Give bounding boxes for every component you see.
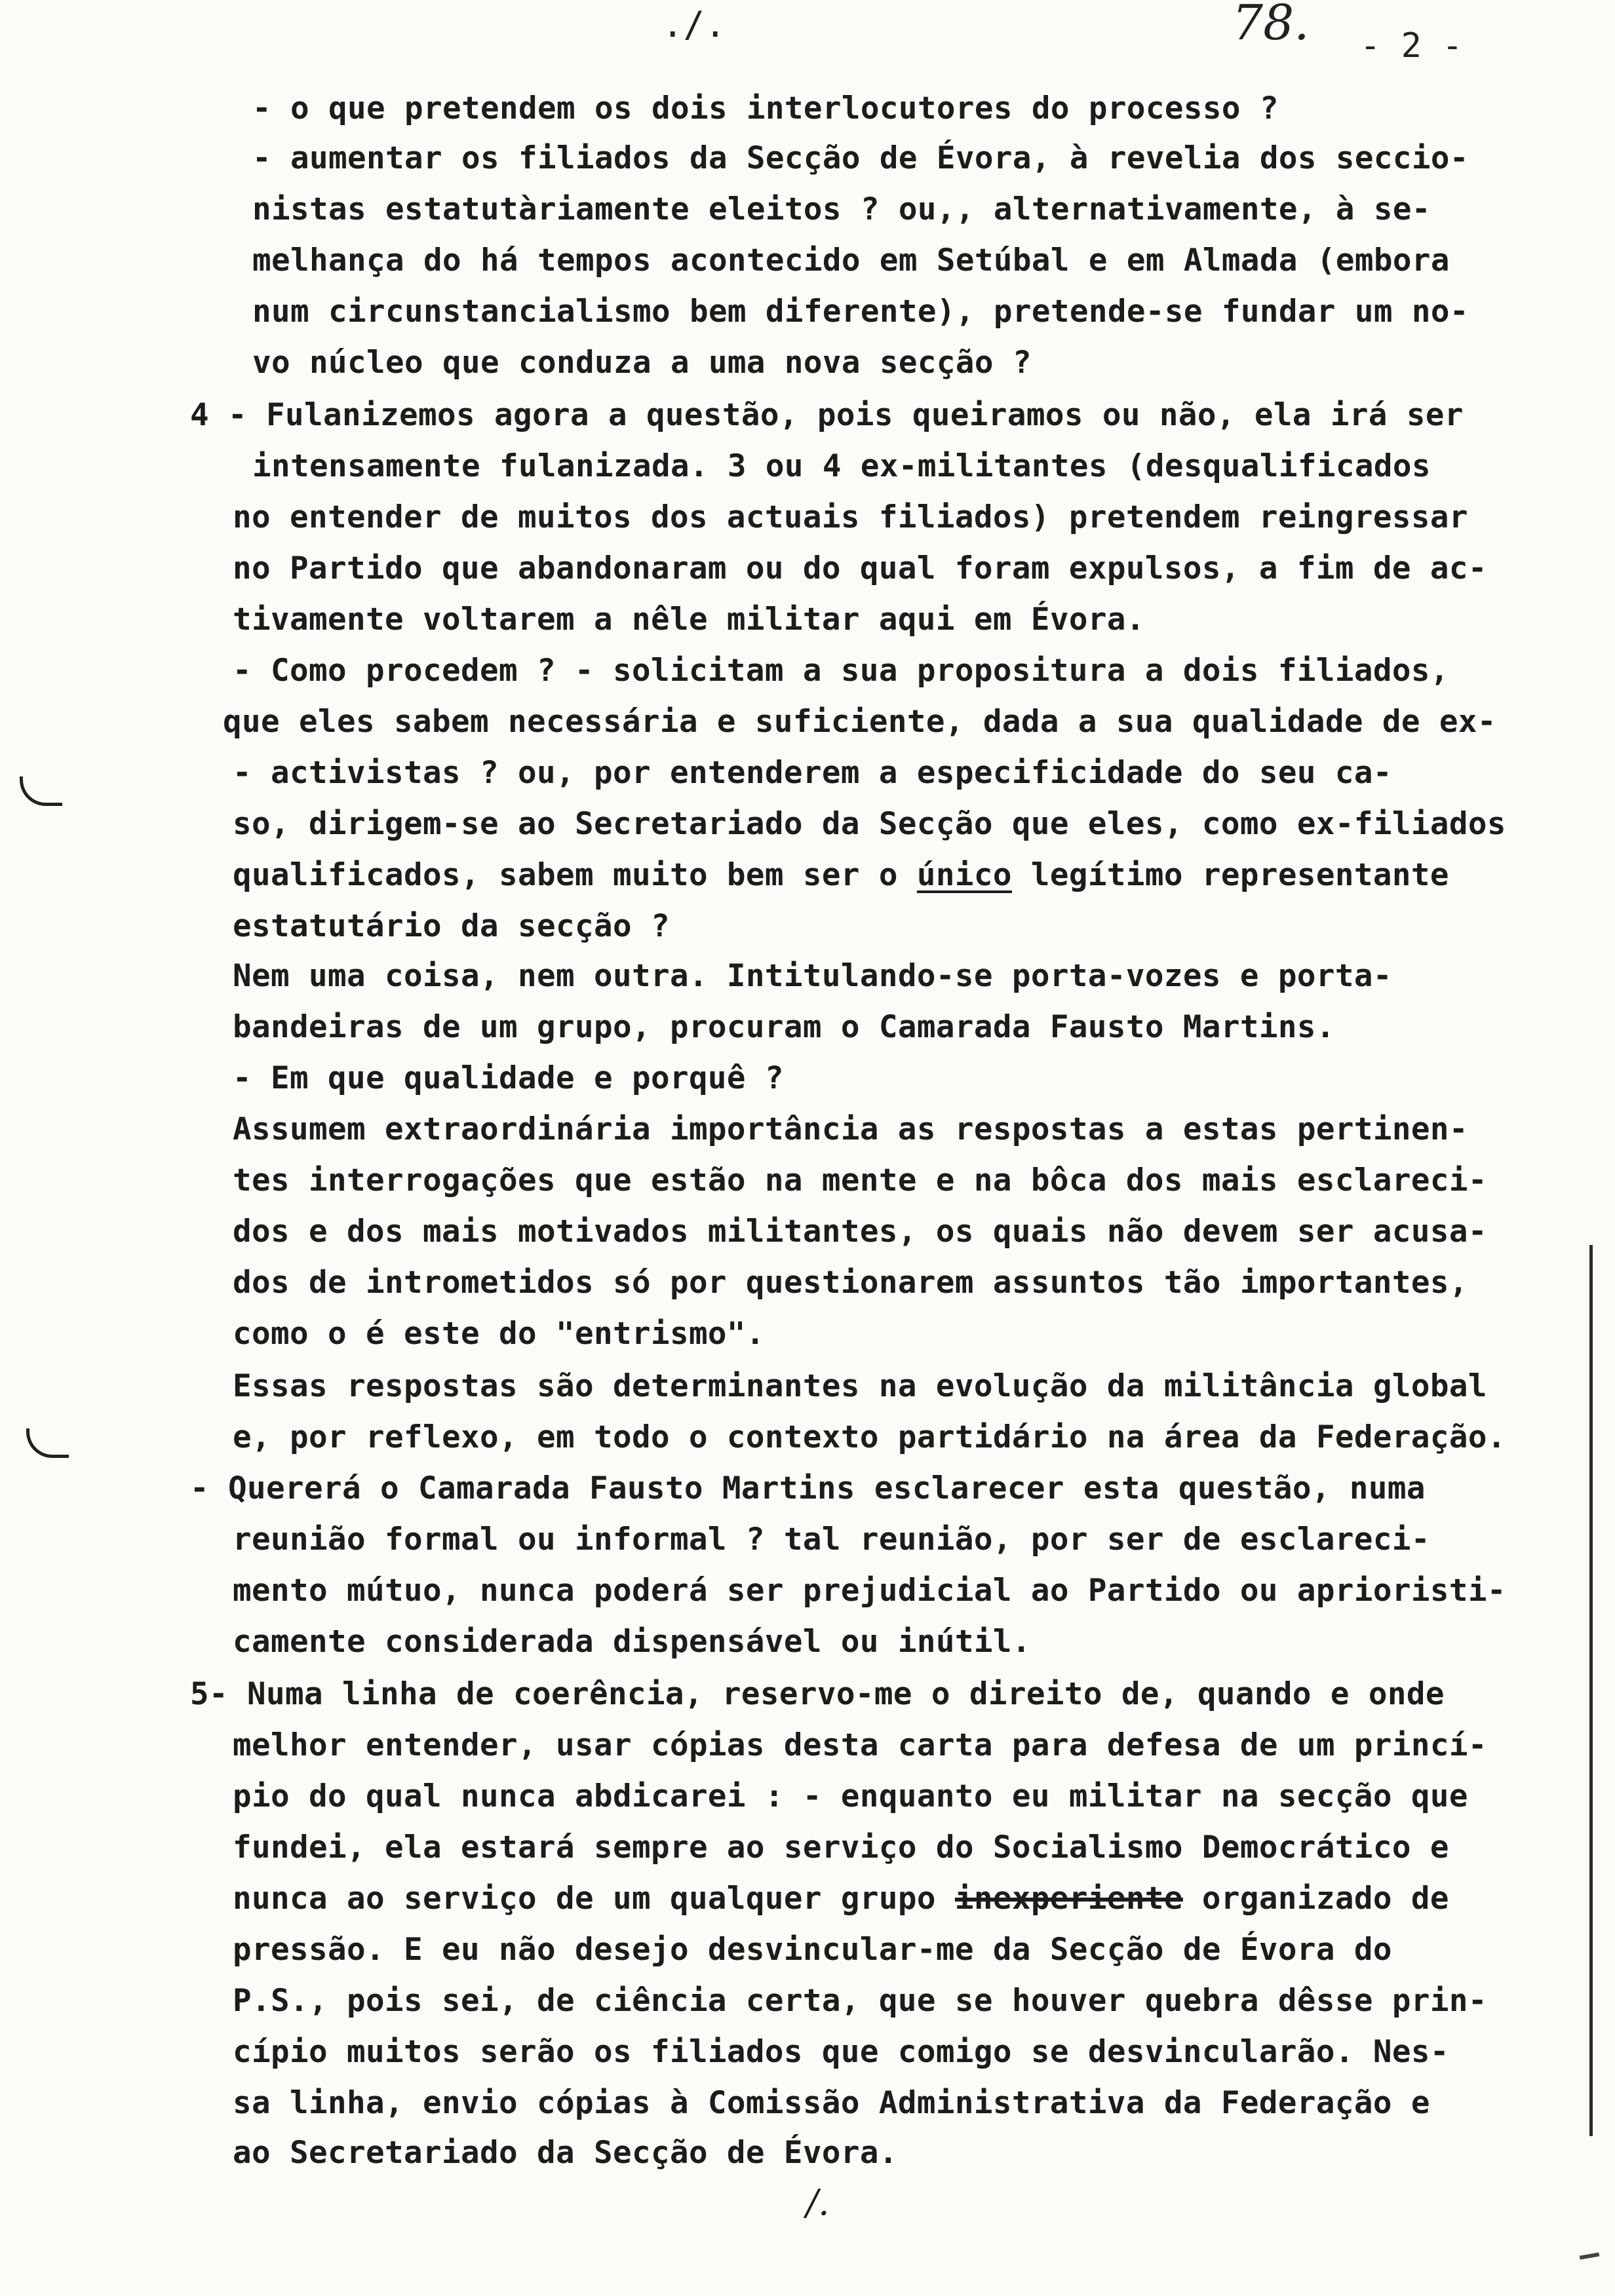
text-line: sa linha, envio cópias à Comissão Administrativa da Federação e bbox=[233, 2085, 1430, 2121]
text-line: camente considerada dispensável ou inútil. bbox=[233, 1624, 1031, 1660]
text-line: no Partido que abandonaram ou do qual foram expulsos, a fim de ac- bbox=[233, 550, 1487, 586]
text-line: no entender de muitos dos actuais filiados) pretendem reingressar bbox=[233, 499, 1468, 535]
text-span: nunca ao serviço de um qualquer grupo bbox=[233, 1881, 936, 1917]
continuation-mark-footer: /. bbox=[806, 2182, 830, 2223]
continuation-mark: ./. bbox=[662, 4, 726, 45]
text-line bbox=[233, 1881, 1449, 1917]
text-line: reunião formal ou informal ? tal reunião, por ser de esclareci- bbox=[233, 1521, 1430, 1558]
text-line: melhança do há tempos acontecido em Setúbal e em Almada (embora bbox=[252, 242, 1450, 278]
text-line: - activistas ? ou, por entenderem a especificidade do seu ca- bbox=[233, 755, 1392, 791]
text-line bbox=[233, 857, 1449, 894]
text-line: pressão. E eu não desejo desvincular-me da Secção de Évora do bbox=[233, 1932, 1392, 1968]
margin-mark-1 bbox=[20, 776, 62, 806]
text-line: Essas respostas são determinantes na evolução da militância global bbox=[233, 1368, 1487, 1404]
handwritten-annotation: 78. bbox=[1232, 0, 1310, 51]
text-line: Assumem extraordinária importância as respostas a estas pertinen- bbox=[233, 1111, 1468, 1147]
text-line: 4 - Fulanizemos agora a questão, pois queiramos ou não, ela irá ser bbox=[190, 397, 1464, 433]
text-line: - o que pretendem os dois interlocutores do processo ? bbox=[252, 90, 1279, 126]
text-line: fundei, ela estará sempre ao serviço do Socialismo Democrático e bbox=[233, 1829, 1449, 1866]
text-line: tivamente voltarem a nêle militar aqui em Évora. bbox=[233, 602, 1145, 638]
margin-mark-2 bbox=[26, 1428, 69, 1458]
text-line: 5- Numa linha de coerência, reservo-me o direito de, quando e onde bbox=[190, 1676, 1445, 1712]
text-line: ao Secretariado da Secção de Évora. bbox=[233, 2135, 898, 2171]
text-line: que eles sabem necessária e suficiente, dada a sua qualidade de ex- bbox=[223, 704, 1496, 740]
text-span: qualificados, sabem muito bem ser o bbox=[233, 857, 898, 893]
text-span: legítimo representante bbox=[1030, 857, 1449, 893]
underlined-word: único bbox=[916, 857, 1012, 893]
text-line: dos de intrometidos só por questionarem assuntos tão importantes, bbox=[233, 1265, 1468, 1301]
text-line: e, por reflexo, em todo o contexto partidário na área da Federação. bbox=[233, 1419, 1506, 1455]
text-line: so, dirigem-se ao Secretariado da Secção que eles, como ex-filiados bbox=[233, 806, 1506, 842]
text-line: dos e dos mais motivados militantes, os quais não devem ser acusa- bbox=[233, 1214, 1487, 1250]
text-line: nistas estatutàriamente eleitos ? ou,, alternativamente, à se- bbox=[252, 191, 1431, 227]
text-line: tes interrogações que estão na mente e na bôca dos mais esclareci- bbox=[233, 1162, 1487, 1198]
corner-mark bbox=[1580, 2252, 1600, 2259]
text-line: melhor entender, usar cópias desta carta para defesa de um princí- bbox=[233, 1727, 1487, 1763]
text-line: - Quererá o Camarada Fausto Martins esclarecer esta questão, numa bbox=[190, 1470, 1426, 1506]
text-line: num circunstancialismo bem diferente), pretende-se fundar um no- bbox=[252, 294, 1469, 330]
text-line: P.S., pois sei, de ciência certa, que se houver quebra dêsse prin- bbox=[233, 1983, 1487, 2019]
text-line: pio do qual nunca abdicarei : - enquanto eu militar na secção que bbox=[233, 1778, 1468, 1814]
text-line: como o é este do "entrismo". bbox=[233, 1316, 765, 1352]
text-line: - Em que qualidade e porquê ? bbox=[233, 1060, 784, 1096]
text-line: intensamente fulanizada. 3 ou 4 ex-militantes (desqualificados bbox=[252, 448, 1431, 484]
text-line: bandeiras de um grupo, procuram o Camarada Fausto Martins. bbox=[233, 1009, 1335, 1045]
text-line: estatutário da secção ? bbox=[233, 908, 670, 944]
page-number: - 2 - bbox=[1360, 26, 1463, 66]
text-line: mento mútuo, nunca poderá ser prejudicial ao Partido ou aprioristi- bbox=[233, 1573, 1506, 1609]
margin-vertical-line bbox=[1589, 1245, 1593, 2136]
struck-out-text: inexperiente bbox=[954, 1881, 1183, 1917]
text-line: vo núcleo que conduza a uma nova secção ? bbox=[252, 345, 1032, 381]
text-line: cípio muitos serão os filiados que comigo se desvincularão. Nes- bbox=[233, 2034, 1449, 2070]
text-span: organizado de bbox=[1201, 1881, 1449, 1917]
text-line: - Como procedem ? - solicitam a sua propositura a dois filiados, bbox=[233, 653, 1449, 689]
text-line: - aumentar os filiados da Secção de Évora, à revelia dos seccio- bbox=[252, 140, 1469, 176]
text-line: Nem uma coisa, nem outra. Intitulando-se porta-vozes e porta- bbox=[233, 958, 1392, 994]
